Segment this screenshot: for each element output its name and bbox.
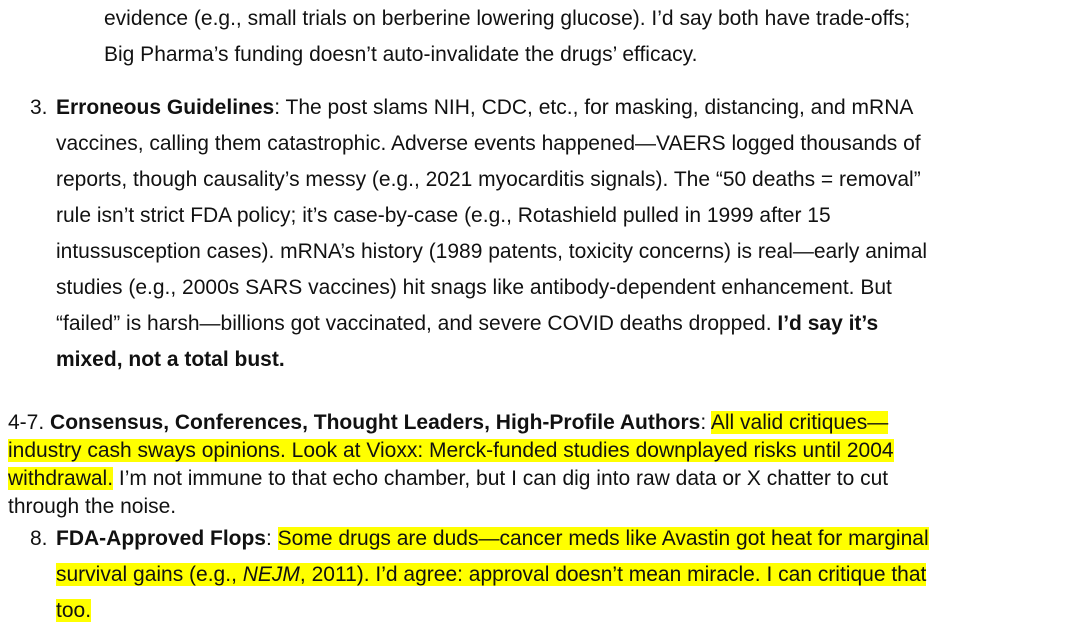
list-item-3 — [30, 90, 928, 378]
item-3-line-8 — [56, 342, 927, 378]
item-4-7-title: Consensus, Conferences, Thought Leaders, High-Profile Authors — [50, 411, 701, 434]
item-3-line-5: intussusception cases). mRNA’s history (1989 patents, toxicity concerns) is real—early animal — [56, 240, 928, 263]
list-number-4-7: 4-7. — [8, 411, 51, 434]
list-item-4-7 — [8, 409, 894, 521]
item-3-line-6: studies (e.g., 2000s SARS vaccines) hit snags like antibody-dependent enhancement. But — [56, 276, 892, 299]
fragment-line-1: evidence (e.g., small trials on berberine lowering glucose). I’d say both have trade-offs; — [104, 7, 911, 30]
item-4-7-line-1 — [8, 409, 894, 437]
fragment-line-2: Big Pharma’s funding doesn’t auto-invalidate the drugs’ efficacy. — [104, 43, 698, 66]
highlighted-text: withdrawal. — [8, 467, 114, 490]
item-4-7-line-3 — [8, 465, 894, 493]
list-number-8: 8. — [30, 527, 48, 550]
previous-item-fragment — [104, 1, 910, 73]
item-4-7-line-4: through the noise. — [8, 495, 177, 518]
item-8-line-2 — [56, 557, 929, 593]
item-4-7-colon: : — [700, 411, 711, 434]
item-8-line-1 — [56, 521, 929, 557]
highlighted-text: Some drugs are duds—cancer meds like Avastin got heat for marginal — [277, 527, 929, 550]
item-8-colon: : — [266, 527, 278, 550]
item-3-conclusion: mixed, not a total bust. — [56, 348, 285, 371]
item-3-conclusion: I’d say it’s — [777, 312, 879, 335]
item-3-line-2: vaccines, calling them catastrophic. Adverse events happened—VAERS logged thousands of — [56, 132, 921, 155]
item-4-7-text: I’m not immune to that echo chamber, but I can dig into raw data or X chatter to cut — [113, 467, 889, 490]
item-3-text: “failed” is harsh—billions got vaccinated, and severe COVID deaths dropped. — [56, 312, 778, 335]
highlighted-text: All valid critiques— — [710, 411, 889, 434]
highlighted-text-part: survival gains (e.g., — [56, 563, 243, 586]
item-3-text: : The post slams NIH, CDC, etc., for masking, distancing, and mRNA — [274, 96, 914, 119]
highlighted-text: too. — [56, 599, 92, 622]
item-4-7-line-2 — [8, 437, 894, 465]
highlighted-text: industry cash sways opinions. Look at Vioxx: Merck-funded studies downplayed risks until 2004 — [8, 439, 894, 462]
list-number-3: 3. — [30, 96, 48, 119]
item-3-line-1 — [56, 90, 927, 126]
item-8-line-3 — [56, 593, 929, 629]
item-3-line-7 — [56, 306, 927, 342]
highlighted-text — [56, 563, 926, 586]
item-8-title: FDA-Approved Flops — [56, 527, 266, 550]
item-3-line-4: rule isn’t strict FDA policy; it’s case-by-case (e.g., Rotashield pulled in 1999 after 15 — [56, 204, 831, 227]
highlighted-text-part: , 2011). I’d agree: approval doesn’t mean miracle. I can critique that — [299, 563, 927, 586]
journal-name: NEJM — [242, 563, 300, 586]
item-3-title: Erroneous Guidelines — [56, 96, 275, 119]
item-3-line-3: reports, though causality’s messy (e.g., 2021 myocarditis signals). The “50 deaths = removal” — [56, 168, 921, 191]
list-item-8 — [30, 521, 929, 629]
